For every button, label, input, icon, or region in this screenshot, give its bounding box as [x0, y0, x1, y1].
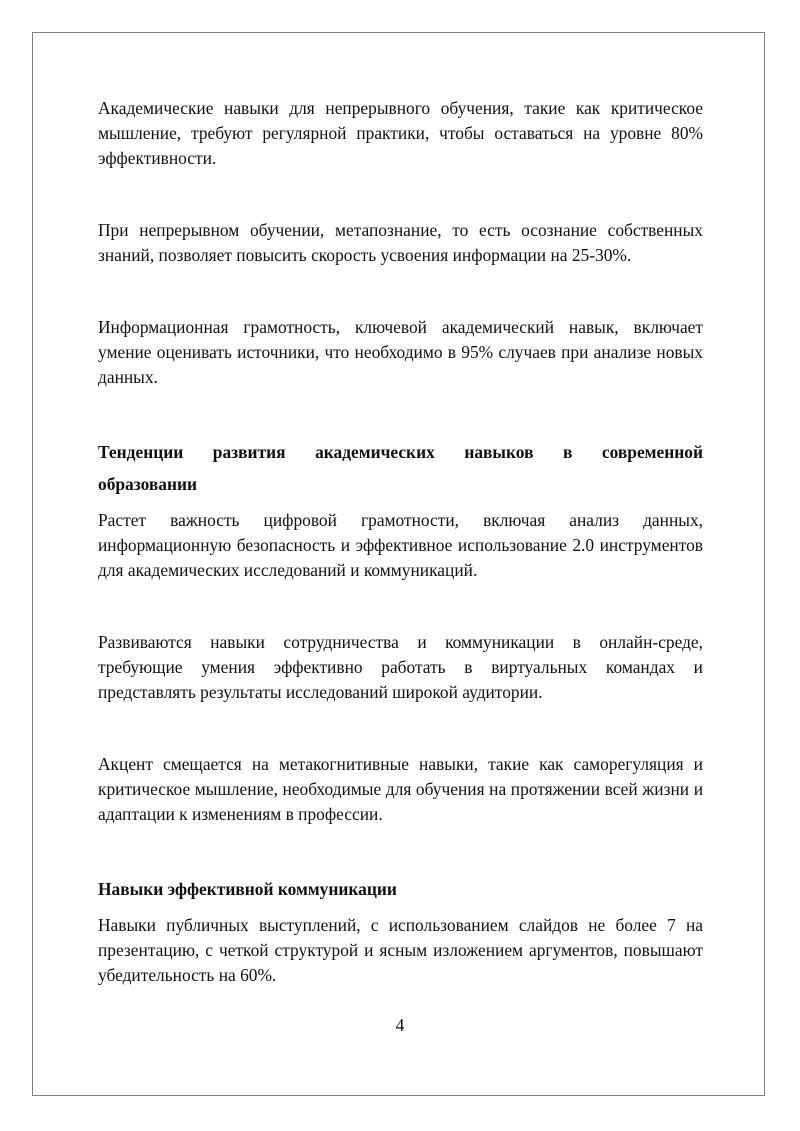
paragraph-public-speaking: Навыки публичных выступлений, с использованием слайдов не более 7 на презентацию, с четкой структурой и ясным изложением аргументов, повышают убедительность на 60%.	[98, 915, 703, 985]
page-content	[98, 96, 703, 988]
section-heading-trends-line1: Тенденции развития академических навыков в современной	[98, 442, 703, 462]
paragraph-digital-literacy: Растет важность цифровой грамотности, включая анализ данных, информационную безопасность и эффективное использование 2.0 инструментов для академических исследований и коммуникаций.	[98, 510, 703, 580]
paragraph-online-collaboration: Развиваются навыки сотрудничества и коммуникации в онлайн-среде, требующие умения эффективно работать в виртуальных командах и представлять результаты исследований широкой аудитории.	[98, 632, 703, 702]
page-number: 4	[395, 1015, 405, 1035]
paragraph-continuous-learning: Академические навыки для непрерывного обучения, такие как критическое мышление, требуют регулярной практики, чтобы оставаться на уровне 80% эффективности.	[98, 98, 703, 168]
paragraph-metacognition: При непрерывном обучении, метапознание, то есть осознание собственных знаний, позволяет повысить скорость усвоения информации на 25-30%.	[98, 220, 703, 265]
paragraph-information-literacy: Информационная грамотность, ключевой академический навык, включает умение оценивать источники, что необходимо в 95% случаев при анализе новых данных.	[98, 317, 703, 387]
section-heading-communication: Навыки эффективной коммуникации	[98, 879, 397, 899]
paragraph-metacognitive-skills: Акцент смещается на метакогнитивные навыки, такие как саморегуляция и критическое мышление, необходимые для обучения на протяжении всей жизни и адаптации к изменениям в профессии.	[98, 754, 703, 824]
section-heading-trends	[98, 436, 703, 500]
section-heading-trends-line2: образовании	[98, 474, 198, 494]
